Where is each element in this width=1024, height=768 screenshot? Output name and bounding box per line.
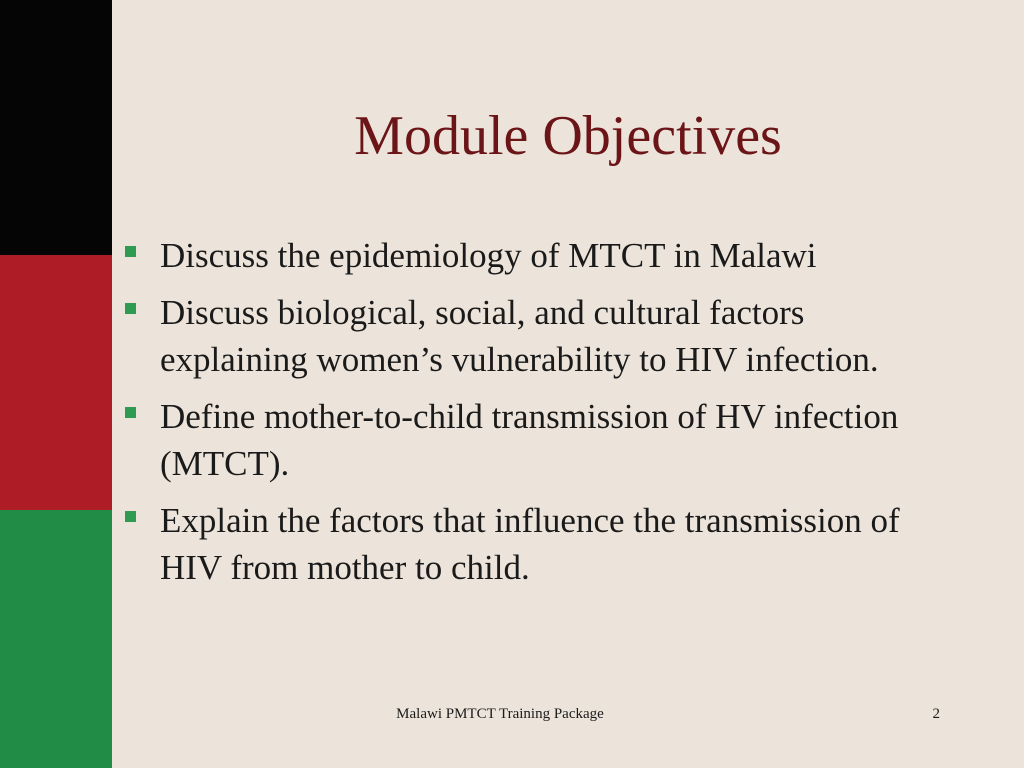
flag-stripe-black: [0, 0, 112, 255]
footer-text: Malawi PMTCT Training Package: [396, 706, 604, 722]
square-bullet-icon: [125, 407, 136, 418]
objective-item: [125, 497, 945, 591]
objective-text: Explain the factors that influence the transmission of HIV from mother to child.: [160, 501, 900, 587]
objective-item: [125, 393, 945, 487]
objective-text: Discuss biological, social, and cultural factors explaining women’s vulnerability to HIV infection.: [160, 293, 879, 379]
objective-item: [125, 289, 945, 383]
slide-title: Module Objectives: [354, 105, 782, 167]
objective-text: Discuss the epidemiology of MTCT in Malawi: [160, 236, 817, 275]
objective-item: [125, 232, 945, 279]
square-bullet-icon: [125, 246, 136, 257]
flag-stripe-red: [0, 255, 112, 510]
page-number: 2: [932, 706, 940, 722]
flag-stripe-green: [0, 510, 112, 768]
objective-text: Define mother-to-child transmission of HV infection (MTCT).: [160, 397, 899, 483]
square-bullet-icon: [125, 303, 136, 314]
objectives-list: [125, 232, 945, 601]
square-bullet-icon: [125, 511, 136, 522]
